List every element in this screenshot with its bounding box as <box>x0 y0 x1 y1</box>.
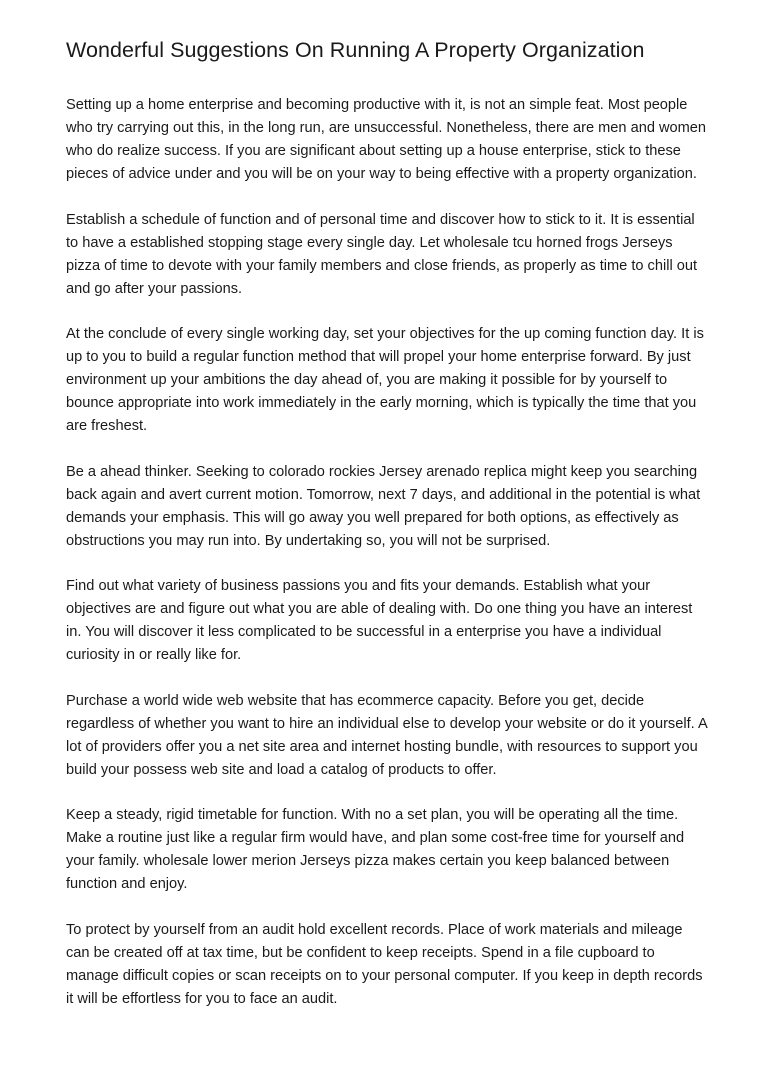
document-title: Wonderful Suggestions On Running A Property Organization <box>66 38 645 62</box>
paragraph-8: To protect by yourself from an audit hold excellent records. Place of work materials and mileage can be created off at tax time, but be confident to keep receipts. Spend in a file cupboard to manage difficult copies or scan receipts on to your personal computer. If you keep in depth records it will be effortless for you to face an audit. <box>66 921 703 1007</box>
paragraph-4: Be a ahead thinker. Seeking to colorado rockies Jersey arenado replica might keep you searching back again and avert current motion. Tomorrow, next 7 days, and additional in the potential is what demands your emphasis. This will go away you well prepared for both options, as effectively as obstructions you may run into. By undertaking so, you will not be surprised. <box>66 463 701 549</box>
paragraph-3: At the conclude of every single working day, set your objectives for the up coming function day. It is up to you to build a regular function method that will propel your home enterprise forward. By just environment up your ambitions the day ahead of, you are making it possible for by yourself to bounce appropriate into work immediately in the early morning, which is typically the time that you are freshest. <box>66 326 704 434</box>
paragraph-6: Purchase a world wide web website that has ecommerce capacity. Before you get, decide regardless of whether you want to hire an individual else to develop your website or do it yourself. A lot of providers offer you a net site area and internet hosting bundle, with resources to support you build your possess web site and load a catalog of products to offer. <box>66 692 707 778</box>
paragraph-1: Setting up a home enterprise and becoming productive with it, is not an simple feat. Most people who try carrying out this, in the long run, are unsuccessful. Nonetheless, there are men and women who do realize success. If you are significant about setting up a house enterprise, stick to these pieces of advice under and you will be on your way to being effective with a property organization. <box>66 97 707 182</box>
paragraph-7: Keep a steady, rigid timetable for function. With no a set plan, you will be operating all the time. Make a routine just like a regular firm would have, and plan some cost-free time for yourself and your family. wholesale lower merion Jerseys pizza makes certain you keep balanced between function and enjoy. <box>66 807 685 892</box>
paragraph-5: Find out what variety of business passions you and fits your demands. Establish what your objectives are and figure out what you are able of dealing with. Do one thing you have an interest in. You will discover it less complicated to be successful in a enterprise you have a individual curiosity in or really like for. <box>66 578 693 663</box>
paragraph-2: Establish a schedule of function and of personal time and discover how to stick to it. It is essential to have a established stopping stage every single day. Let wholesale tcu horned frogs Jerseys pizza of time to devote with your family members and close friends, as properly as time to chill out and go after your passions. <box>66 211 698 297</box>
